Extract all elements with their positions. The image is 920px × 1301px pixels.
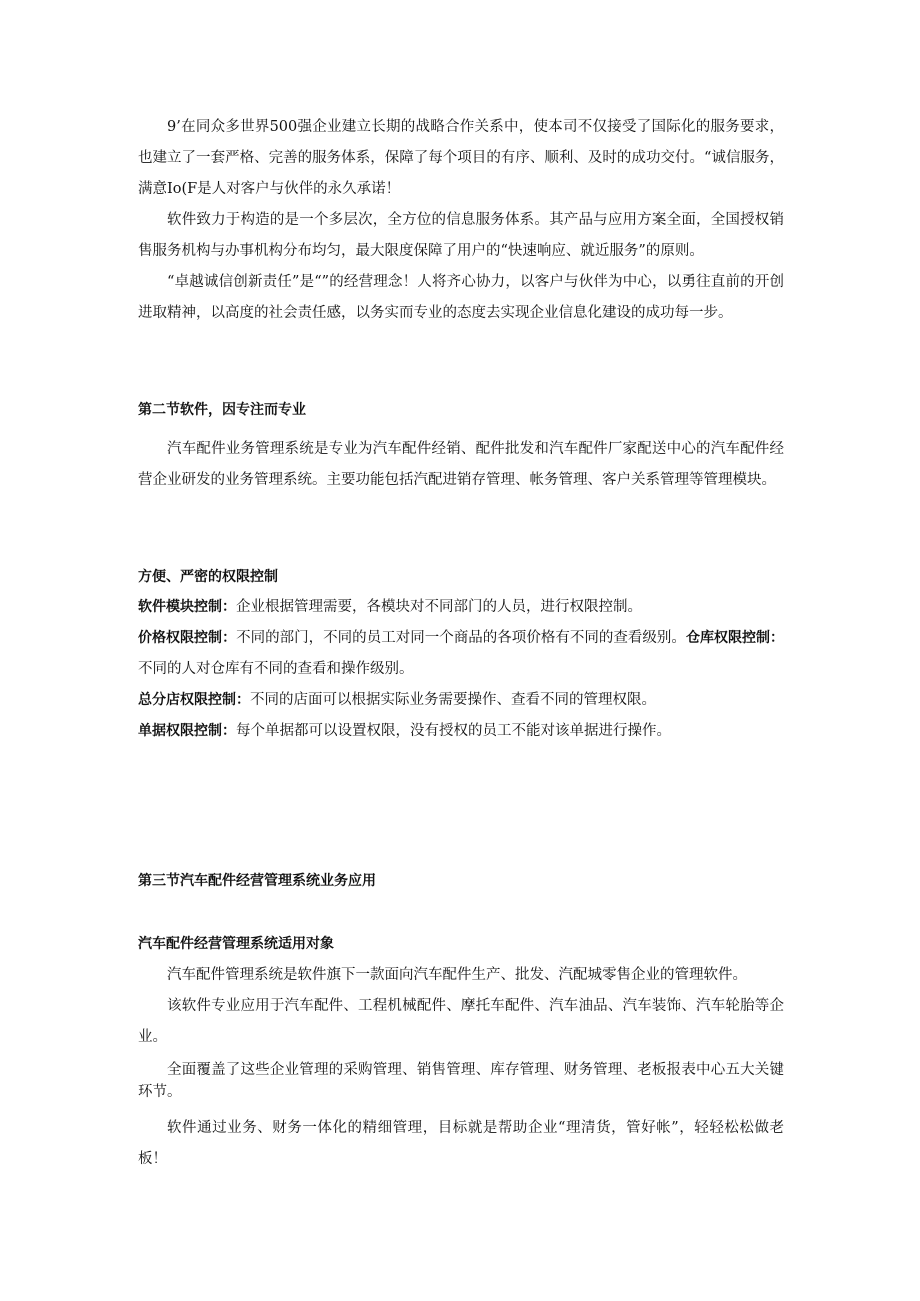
section-3-subheading: 汽车配件经营管理系统适用对象 — [138, 936, 334, 952]
permission-label: 价格权限控制： — [138, 630, 237, 646]
permission-label: 单据权限控制： — [138, 723, 236, 739]
section-3-paragraph-3: 全面覆盖了这些企业管理的采购管理、销售管理、库存管理、财务管理、老板报表中心五大关键环节。 — [138, 1062, 784, 1100]
permissions-list — [138, 592, 784, 747]
section-3-paragraph-4: 软件通过业务、财务一体化的精细管理，目标就是帮助企业“理清货，管好帐”，轻轻松松做老板！ — [138, 1120, 784, 1167]
permissions-heading: 方便、严密的权限控制 — [138, 569, 278, 585]
section-3-title: 第三节汽车配件经营管理系统业务应用 — [138, 873, 376, 889]
permission-text: 不同的人对仓库有不同的查看和操作级别。 — [138, 661, 414, 677]
permission-label: 总分店权限控制： — [138, 692, 250, 708]
permission-text: 不同的部门，不同的员工对同一个商品的各项价格有不同的查看级别。 — [236, 630, 686, 646]
permission-label: 软件模块控制： — [138, 599, 236, 615]
permission-item-branch — [138, 685, 784, 716]
permission-item-document — [138, 716, 784, 747]
permission-text: 每个单据都可以设置权限，没有授权的员工不能对该单据进行操作。 — [236, 723, 671, 739]
intro-paragraph-2: 软件致力于构造的是一个多层次，全方位的信息服务体系。其产品与应用方案全面，全国授权销售服务机构与办事机构分布均匀，最大限度保障了用户的“快速响应、就近服务”的原则。 — [138, 212, 784, 259]
section-3-paragraph-2: 该软件专业应用于汽车配件、工程机械配件、摩托车配件、汽车油品、汽车装饰、汽车轮胎等企业。 — [138, 998, 784, 1045]
intro-paragraph-3: “卓越诚信创新责任”是“”的经营理念！人将齐心协力，以客户与伙伴为中心，以勇往直前的开创进取精神，以高度的社会责任感，以务实而专业的态度去实现企业信息化建设的成功每一步。 — [138, 274, 784, 321]
section-3-body — [138, 960, 784, 1175]
permission-item-price-warehouse — [138, 623, 784, 685]
permission-item-module — [138, 592, 784, 623]
permission-label: 仓库权限控制： — [685, 630, 785, 646]
intro-section — [138, 112, 784, 329]
section-2-paragraph: 汽车配件业务管理系统是专业为汽车配件经销、配件批发和汽车配件厂家配送中心的汽车配件经营企业研发的业务管理系统。主要功能包括汽配进销存管理、帐务管理、客户关系管理等管理模块。 — [138, 441, 784, 488]
intro-paragraph-1: 9’在同众多世界500强企业建立长期的战略合作关系中，使本司不仅接受了国际化的服务要求，也建立了一套严格、完善的服务体系，保障了每个项目的有序、顺利、及时的成功交付。“诚信服务，满意Io(F是人对客户与伙伴的永久承诺！ — [138, 119, 784, 197]
permission-text: 企业根据管理需要，各模块对不同部门的人员，进行权限控制。 — [236, 599, 642, 615]
section-2-body — [138, 434, 784, 496]
section-2-title: 第二节软件，因专注而专业 — [138, 402, 306, 418]
permission-text: 不同的店面可以根据实际业务需要操作、查看不同的管理权限。 — [250, 692, 656, 708]
section-3-paragraph-1: 汽车配件管理系统是软件旗下一款面向汽车配件生产、批发、汽配城零售企业的管理软件。 — [167, 967, 747, 983]
